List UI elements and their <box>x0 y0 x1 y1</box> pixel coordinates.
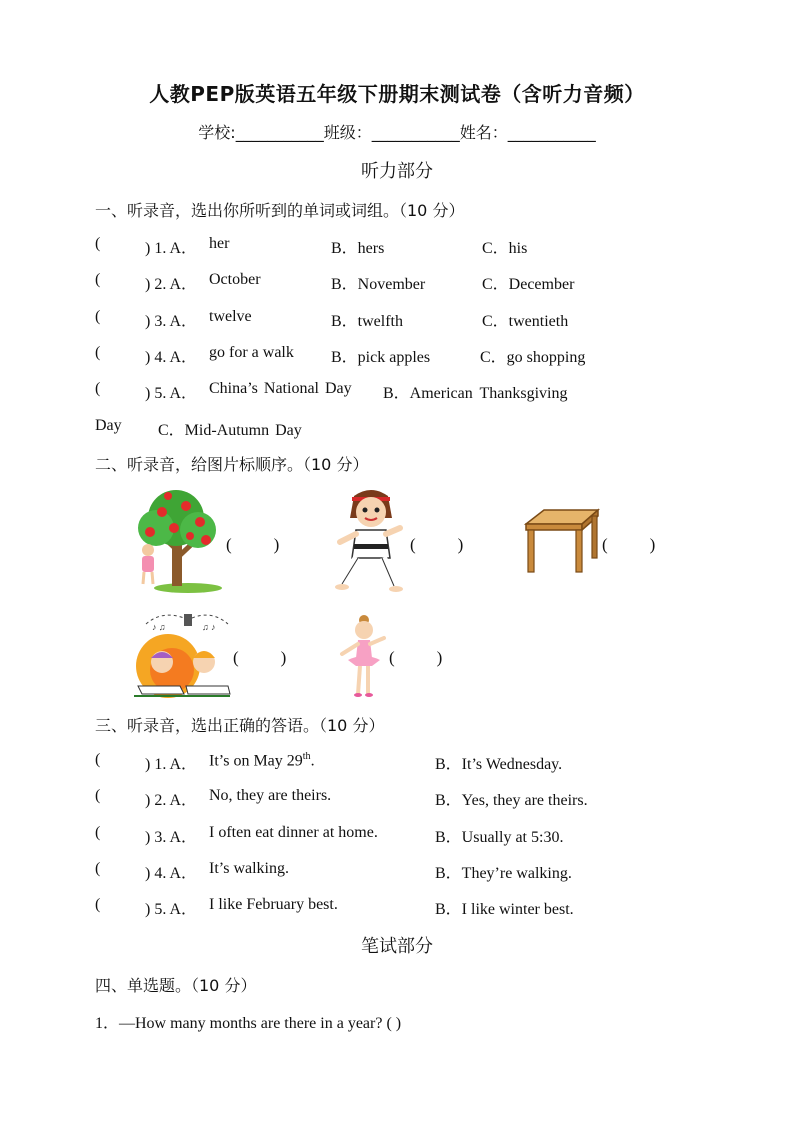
option-b: B．twelfth <box>331 313 403 330</box>
option-a: twelve <box>209 308 252 325</box>
option-a: It’s on May 29th. <box>209 751 315 770</box>
option-c: C．go shopping <box>480 349 586 366</box>
option-b: B．It’s Wednesday. <box>435 756 563 773</box>
picture-5-paren[interactable]: ( ) <box>389 648 443 667</box>
option-a: It’s walking. <box>209 860 289 877</box>
answer-paren[interactable]: ( <box>95 787 101 804</box>
item-number: ) 2. A． <box>145 792 198 809</box>
item-number: ) 1. A． <box>145 240 198 257</box>
answer-paren[interactable]: ( <box>95 824 101 841</box>
answer-paren[interactable]: ( <box>95 860 101 877</box>
item-number: ) 4. A． <box>145 865 198 882</box>
written-part-heading: 笔试部分 <box>361 936 433 957</box>
option-c: C．twentieth <box>482 313 569 330</box>
option-a: October <box>209 271 261 288</box>
section3-heading: 三、听录音，选出正确的答语。（10 分） <box>95 716 385 735</box>
section2-heading: 二、听录音，给图片标顺序。（10 分） <box>95 455 369 474</box>
page-title: 人教PEP版英语五年级下册期末测试卷（含听力音频） <box>149 82 645 106</box>
option-b: B．pick apples <box>331 349 431 366</box>
item-number: ) 3. A． <box>145 313 198 330</box>
option-a: her <box>209 235 230 252</box>
svg-text:♫ ♪: ♫ ♪ <box>202 622 216 632</box>
section1-heading: 一、听录音，选出你所听到的单词或词组。（10 分） <box>95 201 465 220</box>
wooden-table-icon <box>522 508 600 574</box>
section4-question-1: 1．—How many months are there in a year? ( ) <box>95 1015 402 1032</box>
class-label: 班级： <box>323 123 372 142</box>
option-b: B．I like winter best. <box>435 901 574 918</box>
listening-part-heading: 听力部分 <box>361 161 433 182</box>
apple-tree-icon <box>128 488 224 594</box>
option-b: B．Yes, they are theirs. <box>435 792 588 809</box>
item-number: ) 5. A． <box>145 901 198 918</box>
school-label: 学校: <box>198 123 236 142</box>
option-c: C．December <box>482 276 575 293</box>
answer-paren[interactable]: ( <box>95 271 101 288</box>
item-number: ) 4. A． <box>145 349 198 366</box>
kids-singing-icon <box>132 610 232 698</box>
item-number: ) 3. A． <box>145 829 198 846</box>
option-b: B．November <box>331 276 426 293</box>
option-b: B．American Thanksgiving <box>383 385 568 402</box>
svg-text:♪ ♫: ♪ ♫ <box>152 622 166 632</box>
ballet-girl-icon <box>338 614 388 698</box>
answer-paren[interactable]: ( <box>95 751 101 768</box>
name-label: 姓名： <box>459 123 508 142</box>
answer-paren[interactable]: ( <box>95 235 101 252</box>
answer-paren[interactable]: ( <box>95 308 101 325</box>
option-b: B．hers <box>331 240 385 257</box>
item-number: ) 1. A． <box>145 756 198 773</box>
karate-girl-icon <box>334 488 408 594</box>
student-info-line <box>0 120 794 143</box>
class-blank[interactable]: ___________ <box>371 123 460 142</box>
option-c: C．Mid-Autumn Day <box>158 422 302 439</box>
option-a: I often eat dinner at home. <box>209 824 378 841</box>
picture-4-paren[interactable]: ( ) <box>233 648 287 667</box>
name-blank[interactable]: ___________ <box>507 123 596 142</box>
option-c: C．his <box>482 240 528 257</box>
option-b: B．They’re walking. <box>435 865 572 882</box>
option-b: B．Usually at 5:30. <box>435 829 564 846</box>
option-a: go for a walk <box>209 344 294 361</box>
answer-paren[interactable]: ( <box>95 380 101 397</box>
option-a: China’s National Day <box>209 380 352 397</box>
answer-paren[interactable]: ( <box>95 896 101 913</box>
option-a: I like February best. <box>209 896 338 913</box>
school-blank[interactable]: ___________ <box>235 123 324 142</box>
picture-3-paren[interactable]: ( ) <box>602 535 656 554</box>
answer-paren[interactable]: ( <box>95 344 101 361</box>
item-number: ) 2. A． <box>145 276 198 293</box>
picture-1-paren[interactable]: ( ) <box>226 535 280 554</box>
section4-heading: 四、单选题。（10 分） <box>95 976 257 995</box>
picture-2-paren[interactable]: ( ) <box>410 535 464 554</box>
option-a: No, they are theirs. <box>209 787 332 804</box>
item-number: ) 5. A． <box>145 385 198 402</box>
option-b-wrap: Day <box>95 417 122 434</box>
